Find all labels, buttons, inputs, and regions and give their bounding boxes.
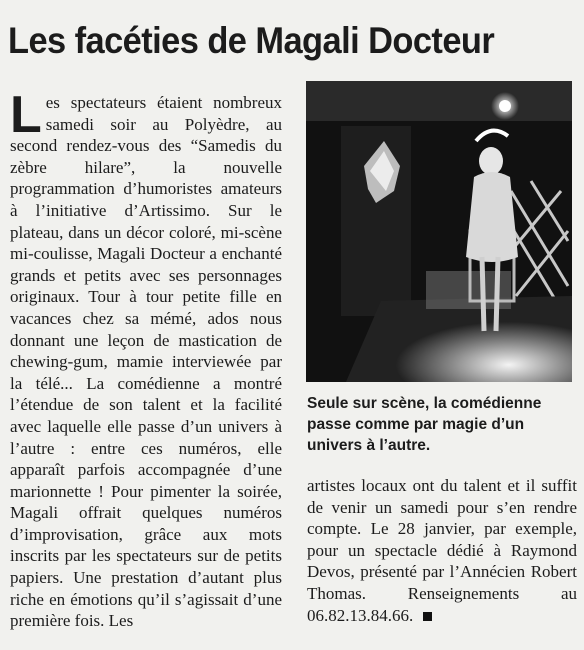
article-text-right: artistes locaux ont du talent et il suffit de venir un samedi pour s’en rendre compte. Le 28 janvier, par exemple, pour un spectacle dédié à Raymond Devos, présenté par l’Annécien Robert Thomas. Renseignements au 06.82.13.84.66.	[307, 476, 577, 625]
article-column-right	[307, 475, 577, 626]
article-body-left	[10, 86, 282, 632]
photo-caption: Seule sur scène, la comédienne passe comme par magie d’un univers à l’autre.	[307, 395, 542, 454]
headline: Les facéties de Magali Docteur	[8, 20, 495, 61]
end-mark-icon	[423, 612, 432, 621]
article-text-left: es spectateurs étaient nombreux samedi soir au Polyèdre, au second rendez-vous des “Samedis du zèbre hilare”, la nouvelle programmation d’humoristes amateurs à l’initiative d’Artissimo. Sur le plateau, dans un décor coloré, mi-scène mi-coulisse, Magali Docteur a enchanté grands et petits avec ses personnages originaux. Tour à tour petite fille en vacances chez sa mémé, ados nous donnant une leçon de mastication de chewing-gum, mamie interviewée par la télé... La comédienne a montré l’étendue de son talent et la facilité avec laquelle elle passe d’un univers à l’autre : entre ces numéros, elle apparaît parfois accompagnée d’une marionnette ! Pour pimenter la soirée, Magali offrait quelques numéros d’improvisation, grâce aux mots inscrits par les spectateurs sur de petits papiers. Une prestation d’autant plus riche en émotions qu’il s’agissait d’une première fois. Les	[10, 93, 282, 631]
stage-photo	[306, 81, 572, 382]
drop-cap: L	[10, 86, 42, 144]
article-column-left	[10, 86, 282, 632]
article-body-right	[307, 475, 577, 626]
